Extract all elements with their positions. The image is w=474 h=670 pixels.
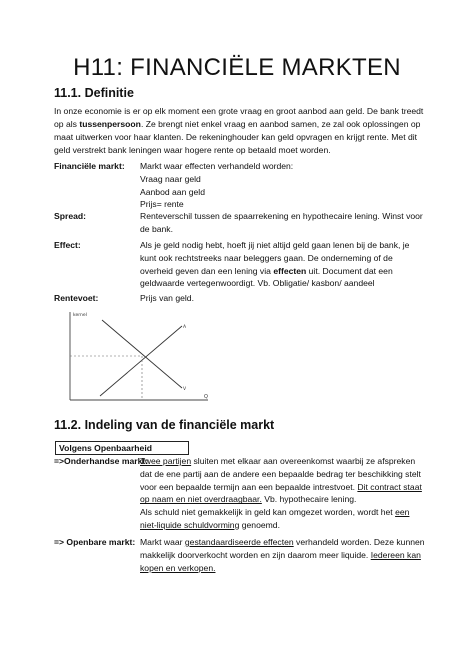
otc2-underlined: een niet-liquide schuldvorming [140,507,410,530]
supply-curve [100,326,182,396]
otc2-text-b: genoemd. [239,519,280,530]
demand-curve-label: V [183,387,187,392]
definition-line: Aanbod aan geld [140,186,205,197]
definition-body: Renteverschil tussen de spaarrekening en hypothecaire lening. Winst voor de bank. [140,211,423,234]
otc-text-a: sluiten met elkaar aan overeenkomst waarbij ze afspreken dat de ene partij aan de andere een bepaalde bedrag ter beschikking stelt voor een bepaalde termijn aan een bepaalde intrestvoet. [140,456,421,492]
y-axis-label: kernel [73,313,87,318]
classification-box: Volgens Openbaarheid [55,441,189,455]
supply-demand-graph [60,306,210,406]
page-title: H11: FINANCIËLE MARKTEN [73,54,401,81]
otc2-text-a: Als schuld niet gemakkelijk in geld kan omgezet worden, wordt het [140,507,396,517]
definition-term: Rentevoet: [54,293,99,303]
effect-bold-term: effecten [273,265,307,276]
section-heading-definitie: 11.1. Definitie [54,86,134,100]
definition-term: => Openbare markt: [54,537,136,547]
definition-term: Effect: [54,240,81,250]
definition-line: Vraag naar geld [140,173,201,184]
definition-body [140,455,426,506]
intro-bold-term: tussenpersoon [79,119,141,129]
definition-body [140,239,426,290]
x-axis-label: Q [204,394,208,400]
open-text-b: verhandeld worden. Deze kunnen makkelijk doorverkocht worden en zijn daarom meer liquide. [140,537,425,560]
definition-body [140,160,426,211]
otc-underlined-b: Dit contract staat op naam en niet overdraagbaar. [140,481,422,505]
definition-line: Prijs= rente [140,199,184,210]
effect-text-b: uit. Document dat een geldwaarde vertegenwoordigt. Vb. Obligatie/ kasbon/ aandeel [140,265,393,289]
otc-underlined-a: Twee partijen [140,456,192,466]
supply-curve-label: A [183,325,187,330]
definition-body: Prijs van geld. [140,293,194,303]
definition-body [140,536,426,574]
definition-term: Spread: [54,211,86,221]
definition-term: =>Onderhandse markt: [54,456,149,466]
intro-text-a: In onze economie is er op elk moment een grote vraag en groot aanbod aan geld. De bank treedt op als [54,106,424,129]
intro-text-b: . Ze brengt niet enkel vraag en aanbod samen, ze zal ook oplossingen op maat uitwerken voor haar klanten. De rekeninghouder kan geld opvragen en krijgt rente. Met dit geld verstrekt bank leningen waar hogere rente op betaald moet worden. [54,119,421,155]
definition-body [140,506,426,532]
section-heading-indeling: 11.2. Indeling van de financiële markt [54,418,275,432]
open-text-a: Markt waar [140,537,185,547]
open-underlined-a: gestandaardiseerde effecten [184,537,294,547]
definition-line: Markt waar effecten verhandeld worden: [140,161,294,171]
intro-paragraph [54,105,426,157]
effect-text-a: Als je geld nodig hebt, hoeft jij niet altijd geld gaan lenen bij de bank, je kunt ook rechtstreeks naar beleggers gaan. De onderneming of de overheid geven dan een lening via [140,240,410,276]
otc-text-b: Vb. hypothecaire lening. [261,494,357,505]
definition-term: Financiële markt: [54,161,125,171]
open-underlined-b: Iedereen kan kopen en verkopen. [140,549,421,573]
